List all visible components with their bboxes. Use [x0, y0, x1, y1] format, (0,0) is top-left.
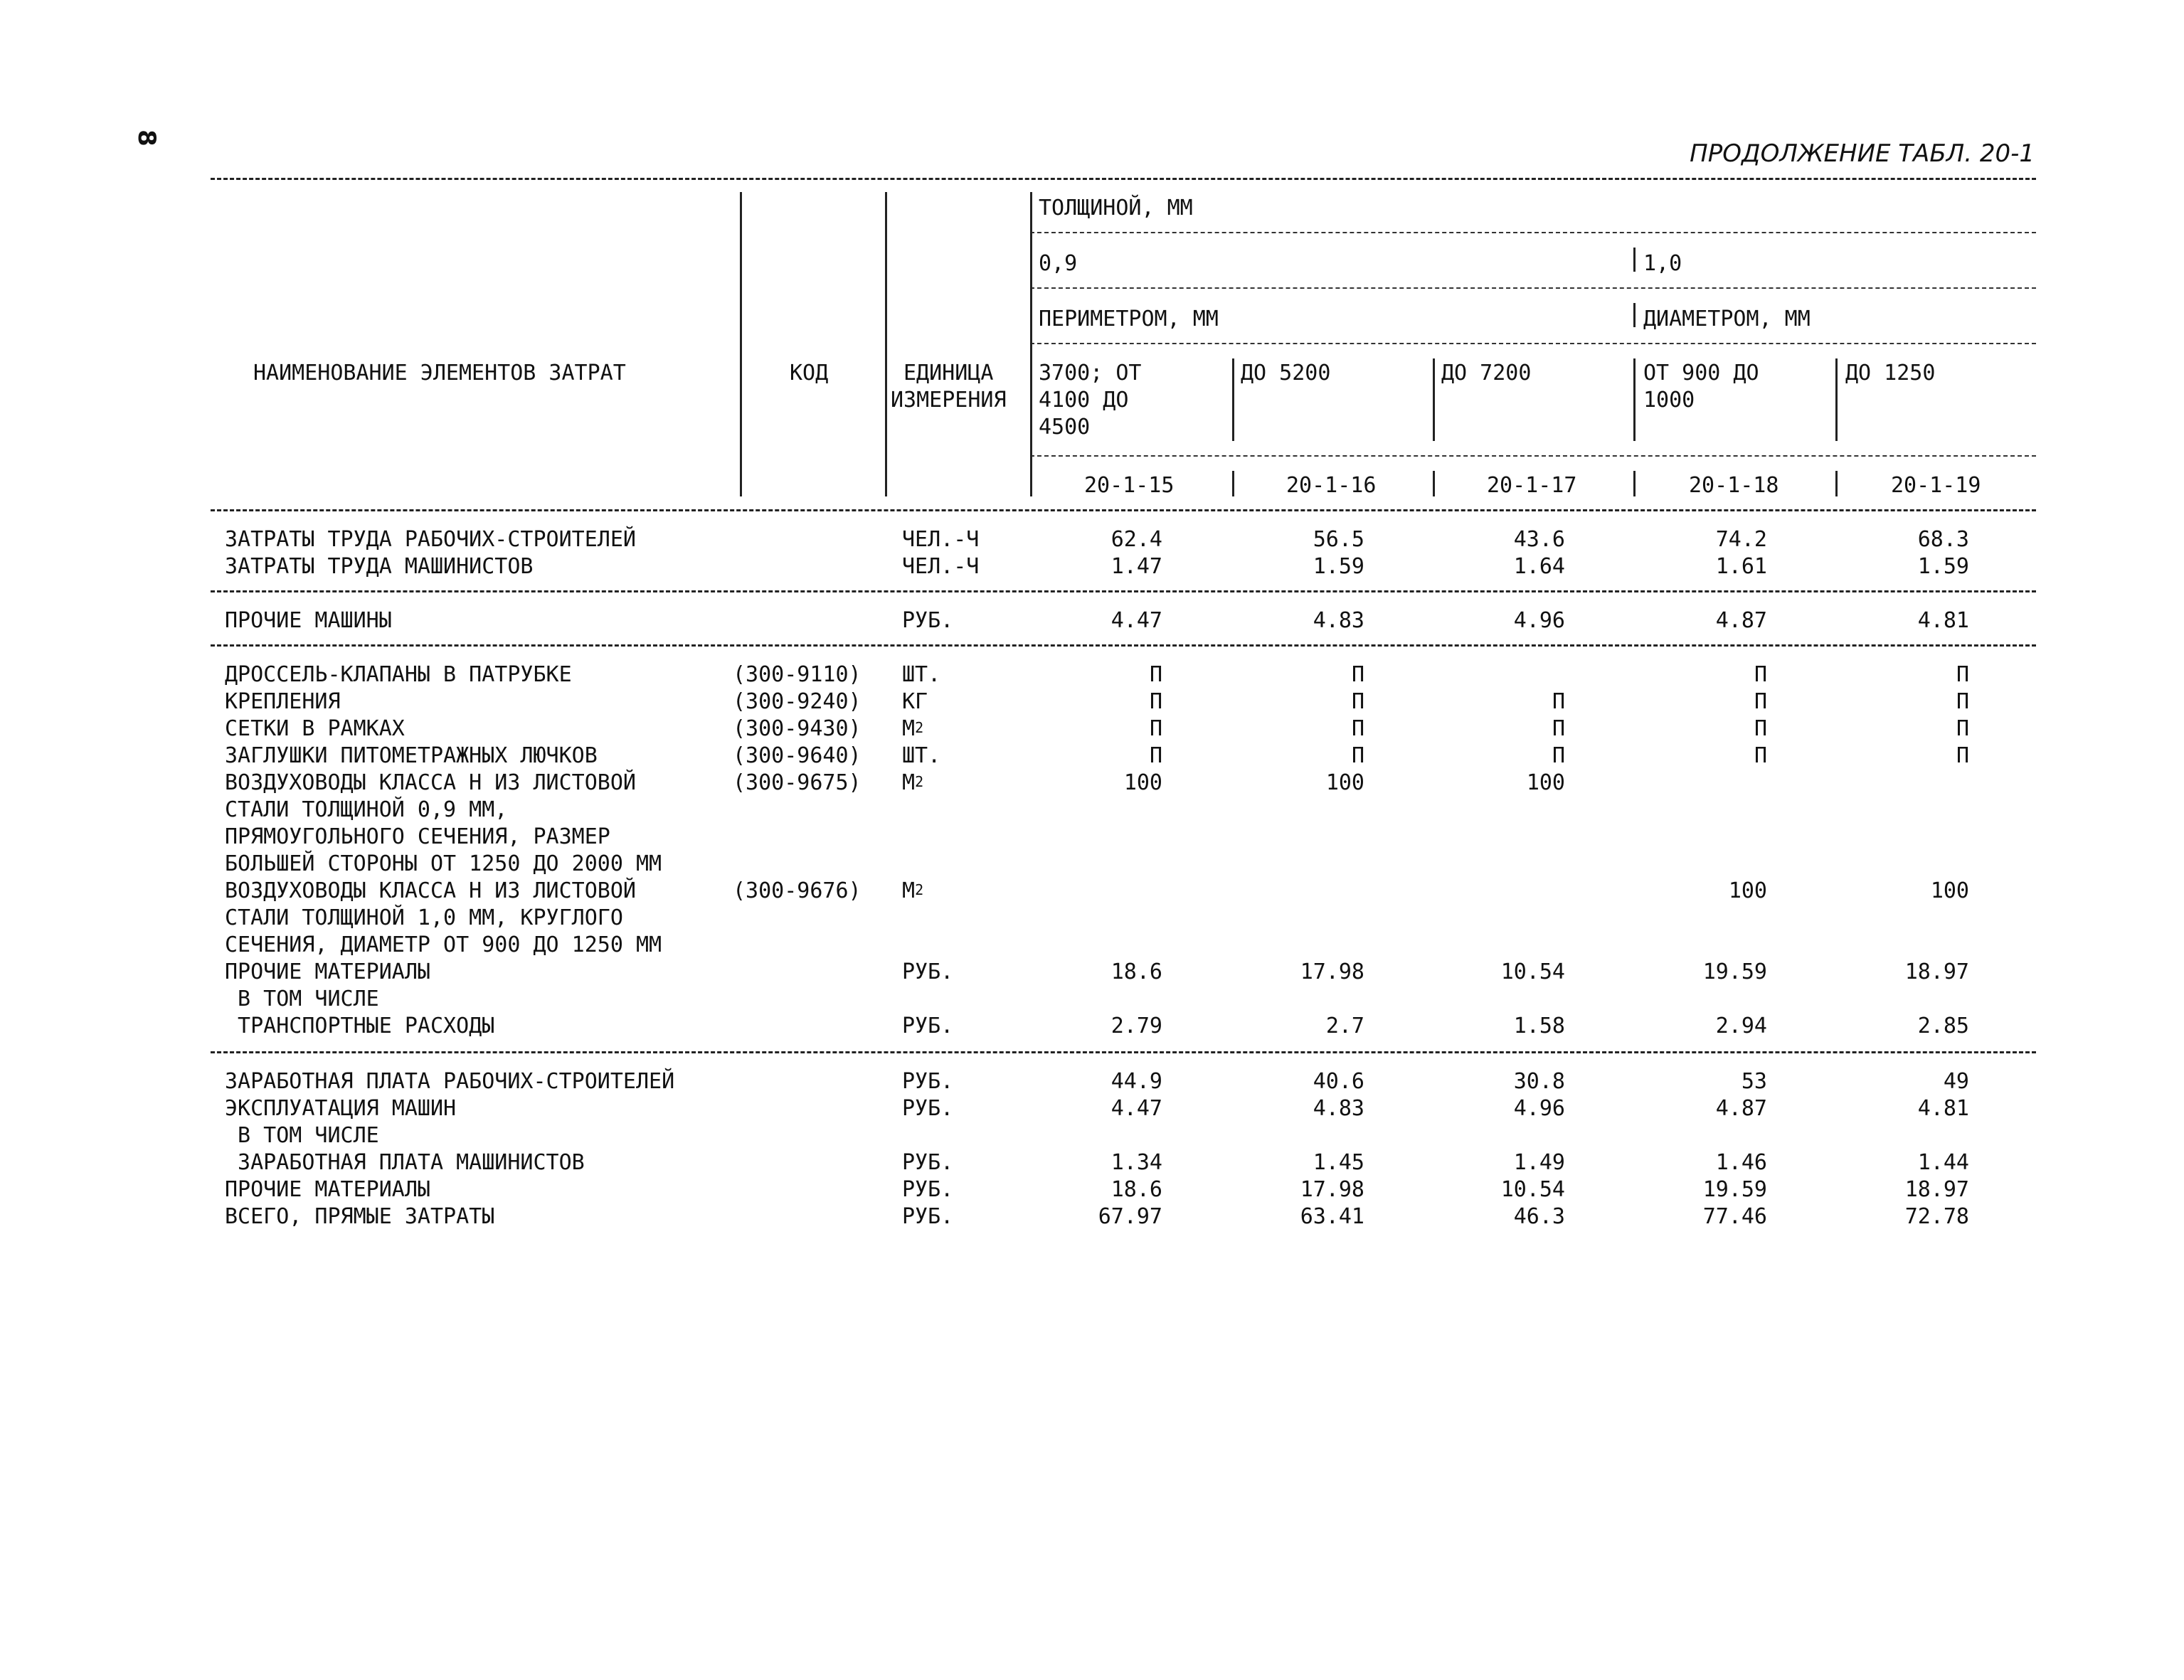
row-value-col3: П [1552, 689, 1565, 714]
row-unit [902, 607, 953, 634]
section-rule [211, 590, 2036, 592]
row-code: (300-9640) [733, 743, 862, 768]
header-divider [1232, 471, 1234, 496]
row-value-col3: П [1552, 716, 1565, 741]
row-name: В ТОМ ЧИСЛЕ [225, 1123, 379, 1148]
row-value-col5: П [1956, 743, 1969, 768]
header-name: НАИМЕНОВАНИЕ ЭЛЕМЕНТОВ ЗАТРАТ [253, 361, 626, 386]
header-rule [1030, 232, 2036, 233]
row-value-col4: 100 [1728, 878, 1767, 903]
header-divider [1835, 471, 1838, 496]
row-unit [902, 689, 928, 716]
row-name: В ТОМ ЧИСЛЕ [225, 987, 379, 1011]
row-unit [902, 959, 953, 986]
row-value-col3: 30.8 [1513, 1069, 1565, 1094]
row-unit-text: КГ [902, 689, 928, 714]
row-value-col5: 1.44 [1917, 1150, 1969, 1175]
row-value-col2: 56.5 [1313, 527, 1364, 552]
row-value-col2: 17.98 [1300, 959, 1364, 984]
row-name: СТАЛИ ТОЛЩИНОЙ 1,0 ММ, КРУГЛОГО [225, 905, 623, 930]
header-divider [1232, 358, 1234, 441]
row-value-col2: 40.6 [1313, 1069, 1364, 1094]
header-divider [1633, 471, 1636, 496]
continuation-label: ПРОДОЛЖЕНИЕ ТАБЛ. 20-1 [1690, 139, 2035, 168]
row-unit [902, 1203, 953, 1230]
row-value-col2: 1.59 [1313, 554, 1364, 579]
row-value-col4: 1.46 [1715, 1150, 1767, 1175]
header-code-col4: 20-1-18 [1689, 473, 1779, 498]
row-name: ЗАТРАТЫ ТРУДА МАШИНИСТОВ [225, 554, 534, 579]
header-code: КОД [790, 361, 829, 386]
row-name: ДРОССЕЛЬ-КЛАПАНЫ В ПАТРУБКЕ [225, 662, 572, 687]
row-unit-text: РУБ. [902, 1014, 954, 1038]
row-value-col5: 4.81 [1917, 608, 1969, 633]
rule-top [211, 178, 2036, 180]
row-value-col5: 49 [1943, 1069, 1969, 1094]
header-rule [1030, 287, 2036, 289]
row-value-col5: П [1956, 689, 1969, 714]
row-name: ЗАРАБОТНАЯ ПЛАТА РАБОЧИХ-СТРОИТЕЛЕЙ [225, 1069, 675, 1094]
row-value-col4: П [1754, 743, 1767, 768]
row-name: ПРОЧИЕ МАШИНЫ [225, 608, 392, 633]
row-value-col5: П [1956, 662, 1969, 687]
row-value-col3: П [1552, 743, 1565, 768]
header-rule [1030, 455, 2036, 457]
row-unit [902, 743, 940, 770]
row-value-col5: 100 [1930, 878, 1969, 903]
row-value-col1: П [1149, 689, 1162, 714]
row-value-col4: 19.59 [1702, 1177, 1767, 1202]
row-value-col4: 1.61 [1715, 554, 1767, 579]
row-unit-text: ЧЕЛ.-Ч [902, 554, 980, 579]
row-unit [902, 770, 923, 798]
unit-superscript: 2 [915, 881, 924, 898]
row-value-col3: 4.96 [1513, 608, 1565, 633]
row-code: (300-9240) [733, 689, 862, 714]
row-name: КРЕПЛЕНИЯ [225, 689, 341, 714]
header-thickness-b: 1,0 [1643, 251, 1682, 276]
header-thickness-a: 0,9 [1039, 251, 1078, 276]
row-value-col3: 4.96 [1513, 1096, 1565, 1121]
row-value-col3: 10.54 [1500, 1177, 1565, 1202]
row-name: СЕЧЕНИЯ, ДИАМЕТР ОТ 900 ДО 1250 ММ [225, 932, 662, 957]
row-name: СТАЛИ ТОЛЩИНОЙ 0,9 ММ, [225, 797, 508, 822]
row-value-col5: 72.78 [1904, 1204, 1969, 1229]
header-divider [1030, 192, 1032, 496]
unit-superscript: 2 [915, 719, 924, 736]
header-rule [1030, 343, 2036, 344]
row-value-col1: 100 [1123, 770, 1162, 795]
row-value-col1: 67.97 [1098, 1204, 1162, 1229]
row-unit [902, 1095, 953, 1122]
header-code-col2: 20-1-16 [1286, 473, 1377, 498]
row-unit-text: РУБ. [902, 608, 954, 633]
row-value-col2: 17.98 [1300, 1177, 1364, 1202]
row-name: ЗАРАБОТНАЯ ПЛАТА МАШИНИСТОВ [225, 1150, 585, 1175]
section-rule [211, 1051, 2036, 1053]
row-unit-text: М [902, 716, 916, 741]
row-unit [902, 1068, 953, 1095]
row-unit-text: М [902, 878, 916, 903]
header-code-col1: 20-1-15 [1084, 473, 1175, 498]
row-name: ЗАГЛУШКИ ПИТОМЕТРАЖНЫХ ЛЮЧКОВ [225, 743, 598, 768]
header-unit-line1: ЕДИНИЦА [903, 361, 994, 386]
row-value-col1: П [1149, 716, 1162, 741]
row-value-col1: 18.6 [1110, 1177, 1162, 1202]
header-divider [1633, 358, 1636, 441]
row-value-col4: П [1754, 716, 1767, 741]
header-col4-line2: 1000 [1643, 388, 1695, 413]
header-divider [1633, 303, 1636, 327]
header-thickness: ТОЛЩИНОЙ, ММ [1039, 196, 1193, 220]
row-value-col1: 4.47 [1110, 608, 1162, 633]
row-unit-text: РУБ. [902, 1096, 954, 1121]
row-value-col4: П [1754, 689, 1767, 714]
row-name: ВОЗДУХОВОДЫ КЛАССА Н ИЗ ЛИСТОВОЙ [225, 770, 636, 795]
row-value-col4: 77.46 [1702, 1204, 1767, 1229]
row-unit-text: РУБ. [902, 1204, 954, 1229]
row-value-col3: 1.49 [1513, 1150, 1565, 1175]
row-unit-text: ЧЕЛ.-Ч [902, 527, 980, 552]
row-value-col3: 100 [1526, 770, 1565, 795]
row-value-col2: 100 [1325, 770, 1364, 795]
row-code: (300-9675) [733, 770, 862, 795]
section-rule [211, 509, 2036, 511]
row-unit-text: М [902, 770, 916, 795]
row-value-col3: 46.3 [1513, 1204, 1565, 1229]
header-col2: ДО 5200 [1241, 361, 1331, 386]
row-value-col2: 63.41 [1300, 1204, 1364, 1229]
header-code-col5: 20-1-19 [1891, 473, 1981, 498]
row-value-col5: 4.81 [1917, 1096, 1969, 1121]
row-value-col2: 2.7 [1325, 1014, 1364, 1038]
row-name: ЭКСПЛУАТАЦИЯ МАШИН [225, 1096, 457, 1121]
header-divider [1433, 471, 1435, 496]
row-value-col2: П [1351, 716, 1364, 741]
header-divider [740, 192, 742, 496]
header-unit-line2: ИЗМЕРЕНИЯ [891, 388, 1007, 413]
row-value-col3: 10.54 [1500, 959, 1565, 984]
row-value-col5: П [1956, 716, 1969, 741]
row-value-col3: 1.58 [1513, 1014, 1565, 1038]
header-col1-line1: 3700; ОТ [1039, 361, 1142, 386]
row-unit [902, 661, 940, 689]
row-value-col4: 2.94 [1715, 1014, 1767, 1038]
row-name: ВОЗДУХОВОДЫ КЛАССА Н ИЗ ЛИСТОВОЙ [225, 878, 636, 903]
row-value-col5: 68.3 [1917, 527, 1969, 552]
header-divider [885, 192, 887, 496]
row-value-col1: П [1149, 743, 1162, 768]
row-code: (300-9430) [733, 716, 862, 741]
header-divider [1433, 358, 1435, 441]
row-value-col1: 18.6 [1110, 959, 1162, 984]
row-code: (300-9110) [733, 662, 862, 687]
row-value-col5: 1.59 [1917, 554, 1969, 579]
row-name: ПРОЧИЕ МАТЕРИАЛЫ [225, 959, 430, 984]
header-col4-line1: ОТ 900 ДО [1643, 361, 1759, 386]
row-unit [902, 553, 979, 580]
section-rule [211, 644, 2036, 647]
row-value-col2: П [1351, 662, 1364, 687]
row-name: БОЛЬШЕЙ СТОРОНЫ ОТ 1250 ДО 2000 ММ [225, 851, 662, 876]
row-value-col1: 44.9 [1110, 1069, 1162, 1094]
row-unit-text: ШТ. [902, 743, 941, 768]
header-code-col3: 20-1-17 [1487, 473, 1577, 498]
row-value-col1: 4.47 [1110, 1096, 1162, 1121]
header-col1-line3: 4500 [1039, 415, 1091, 440]
row-value-col1: 1.34 [1110, 1150, 1162, 1175]
row-value-col2: 4.83 [1313, 1096, 1364, 1121]
row-value-col4: 19.59 [1702, 959, 1767, 984]
page-number: 8 [132, 129, 161, 147]
row-unit-text: ШТ. [902, 662, 941, 687]
header-divider [1835, 358, 1838, 441]
row-name: СЕТКИ В РАМКАХ [225, 716, 405, 741]
row-name: ЗАТРАТЫ ТРУДА РАБОЧИХ-СТРОИТЕЛЕЙ [225, 527, 636, 552]
row-value-col5: 18.97 [1904, 959, 1969, 984]
header-perimeter: ПЕРИМЕТРОМ, ММ [1039, 307, 1219, 331]
row-value-col4: 4.87 [1715, 608, 1767, 633]
row-value-col1: П [1149, 662, 1162, 687]
unit-superscript: 2 [915, 773, 924, 790]
header-col5: ДО 1250 [1845, 361, 1936, 386]
row-name: ПРОЧИЕ МАТЕРИАЛЫ [225, 1177, 430, 1202]
row-value-col4: 4.87 [1715, 1096, 1767, 1121]
row-value-col1: 1.47 [1110, 554, 1162, 579]
row-value-col4: 74.2 [1715, 527, 1767, 552]
header-divider [1633, 248, 1636, 272]
row-unit [902, 1013, 953, 1040]
row-value-col4: П [1754, 662, 1767, 687]
row-unit [902, 526, 979, 553]
row-value-col1: 2.79 [1110, 1014, 1162, 1038]
row-name: ВСЕГО, ПРЯМЫЕ ЗАТРАТЫ [225, 1204, 495, 1229]
row-name: ТРАНСПОРТНЫЕ РАСХОДЫ [225, 1014, 495, 1038]
row-unit-text: РУБ. [902, 959, 954, 984]
header-col3: ДО 7200 [1441, 361, 1532, 386]
header-col1-line2: 4100 ДО [1039, 388, 1129, 413]
row-value-col2: 4.83 [1313, 608, 1364, 633]
row-value-col5: 18.97 [1904, 1177, 1969, 1202]
row-unit-text: РУБ. [902, 1177, 954, 1202]
row-unit [902, 716, 923, 744]
row-unit [902, 1149, 953, 1176]
row-value-col2: П [1351, 743, 1364, 768]
row-name: ПРЯМОУГОЛЬНОГО СЕЧЕНИЯ, РАЗМЕР [225, 824, 610, 849]
row-value-col3: 1.64 [1513, 554, 1565, 579]
header-diameter: ДИАМЕТРОМ, ММ [1643, 307, 1811, 331]
row-unit-text: РУБ. [902, 1069, 954, 1094]
row-value-col3: 43.6 [1513, 527, 1565, 552]
row-code: (300-9676) [733, 878, 862, 903]
row-value-col4: 53 [1741, 1069, 1767, 1094]
row-unit [902, 1176, 953, 1203]
row-unit [902, 878, 923, 906]
row-value-col1: 62.4 [1110, 527, 1162, 552]
row-value-col2: 1.45 [1313, 1150, 1364, 1175]
row-value-col2: П [1351, 689, 1364, 714]
row-value-col5: 2.85 [1917, 1014, 1969, 1038]
row-unit-text: РУБ. [902, 1150, 954, 1175]
